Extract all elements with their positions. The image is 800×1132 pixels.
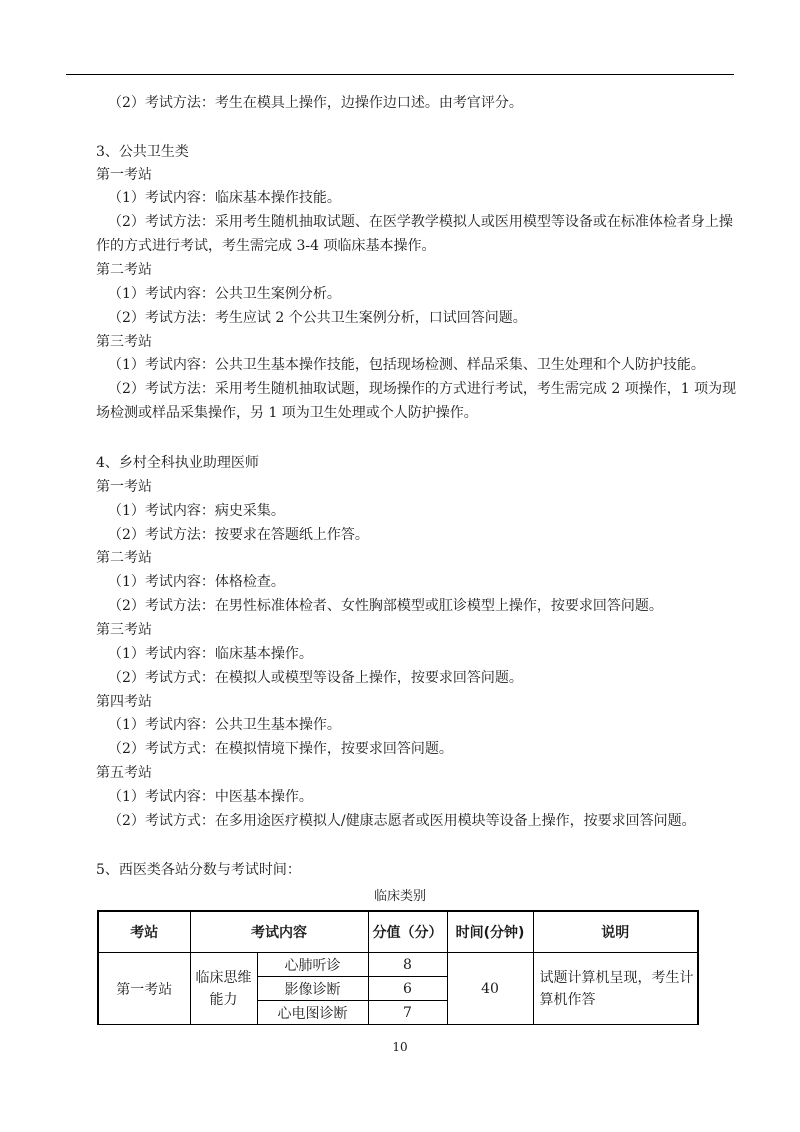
paragraph-line: （2）考试方法：按要求在答题纸上作答。 (108, 527, 369, 543)
station-heading: 第四考站 (96, 694, 152, 710)
col-header-time: 时间(分钟) (447, 911, 533, 953)
paragraph-line: 场检测或样品采集操作，另 1 项为卫生处理或个人防护操作。 (96, 405, 478, 421)
station-heading: 第三考站 (96, 622, 152, 638)
paragraph-line: （2）考试方法：采用考生随机抽取试题，现场操作的方式进行考试，考生需完成 2 项操作，1 项为现 (108, 381, 737, 397)
paragraph-line: （1）考试内容：临床基本操作技能。 (108, 190, 341, 206)
paragraph-line: （2）考试方法：采用考生随机抽取试题、在医学教学模拟人或医用模型等设备或在标准体检者身上操 (108, 214, 733, 230)
paragraph-line: （2）考试方法：在男性标准体检者、女性胸部模型或肛诊模型上操作，按要求回答问题。 (108, 598, 663, 614)
paragraph-line: （2）考试方法：考生在模具上操作，边操作边口述。由考官评分。 (108, 95, 523, 111)
paragraph-line: 作的方式进行考试，考生需完成 3-4 项临床基本操作。 (96, 238, 436, 254)
table-row (98, 953, 698, 977)
col-header-station: 考站 (98, 911, 190, 953)
page-number: 10 (392, 1040, 408, 1054)
station-heading: 第二考站 (96, 550, 152, 566)
table-caption: 临床类别 (373, 889, 426, 904)
section-heading: 3、公共卫生类 (96, 144, 189, 160)
score-cell: 8 (368, 953, 447, 977)
paragraph-line: （1）考试内容：中医基本操作。 (108, 789, 313, 805)
station-heading: 第三考站 (96, 334, 152, 350)
station-heading: 第一考站 (96, 167, 152, 183)
paragraph-line: （1）考试内容：公共卫生基本操作技能，包括现场检测、样品采集、卫生处理和个人防护技能。 (108, 357, 705, 373)
score-table (97, 910, 699, 1025)
group-cell: 临床思维能力 (190, 953, 257, 1025)
col-header-note: 说明 (533, 911, 698, 953)
col-header-score: 分值（分） (368, 911, 447, 953)
station-cell: 第一考站 (98, 953, 190, 1025)
item-cell: 心电图诊断 (257, 1001, 368, 1025)
paragraph-line: （1）考试内容：临床基本操作。 (108, 646, 313, 662)
section-heading: 4、乡村全科执业助理医师 (96, 455, 259, 471)
station-heading: 第二考站 (96, 262, 152, 278)
score-cell: 6 (368, 977, 447, 1001)
score-cell: 7 (368, 1001, 447, 1025)
paragraph-line: （2）考试方式：在模拟情境下操作，按要求回答问题。 (108, 741, 453, 757)
paragraph-line: （1）考试内容：公共卫生案例分析。 (108, 286, 341, 302)
paragraph-line: （2）考试方式：在模拟人或模型等设备上操作，按要求回答问题。 (108, 670, 523, 686)
station-heading: 第一考站 (96, 479, 152, 495)
paragraph-line: （1）考试内容：病史采集。 (108, 503, 285, 519)
paragraph-line: （2）考试方法：考生应试 2 个公共卫生案例分析，口试回答问题。 (108, 310, 527, 326)
item-cell: 心肺听诊 (257, 953, 368, 977)
section-heading: 5、西医类各站分数与考试时间： (96, 862, 301, 878)
paragraph-line: （1）考试内容：公共卫生基本操作。 (108, 717, 341, 733)
col-header-content: 考试内容 (190, 911, 368, 953)
item-cell: 影像诊断 (257, 977, 368, 1001)
header-rule (66, 74, 734, 75)
time-cell: 40 (447, 953, 533, 1025)
station-heading: 第五考站 (96, 765, 152, 781)
paragraph-line: （1）考试内容：体格检查。 (108, 574, 285, 590)
note-cell: 试题计算机呈现，考生计算机作答 (533, 953, 698, 1025)
paragraph-line: （2）考试方式：在多用途医疗模拟人/健康志愿者或医用模块等设备上操作，按要求回答问题。 (108, 813, 696, 829)
